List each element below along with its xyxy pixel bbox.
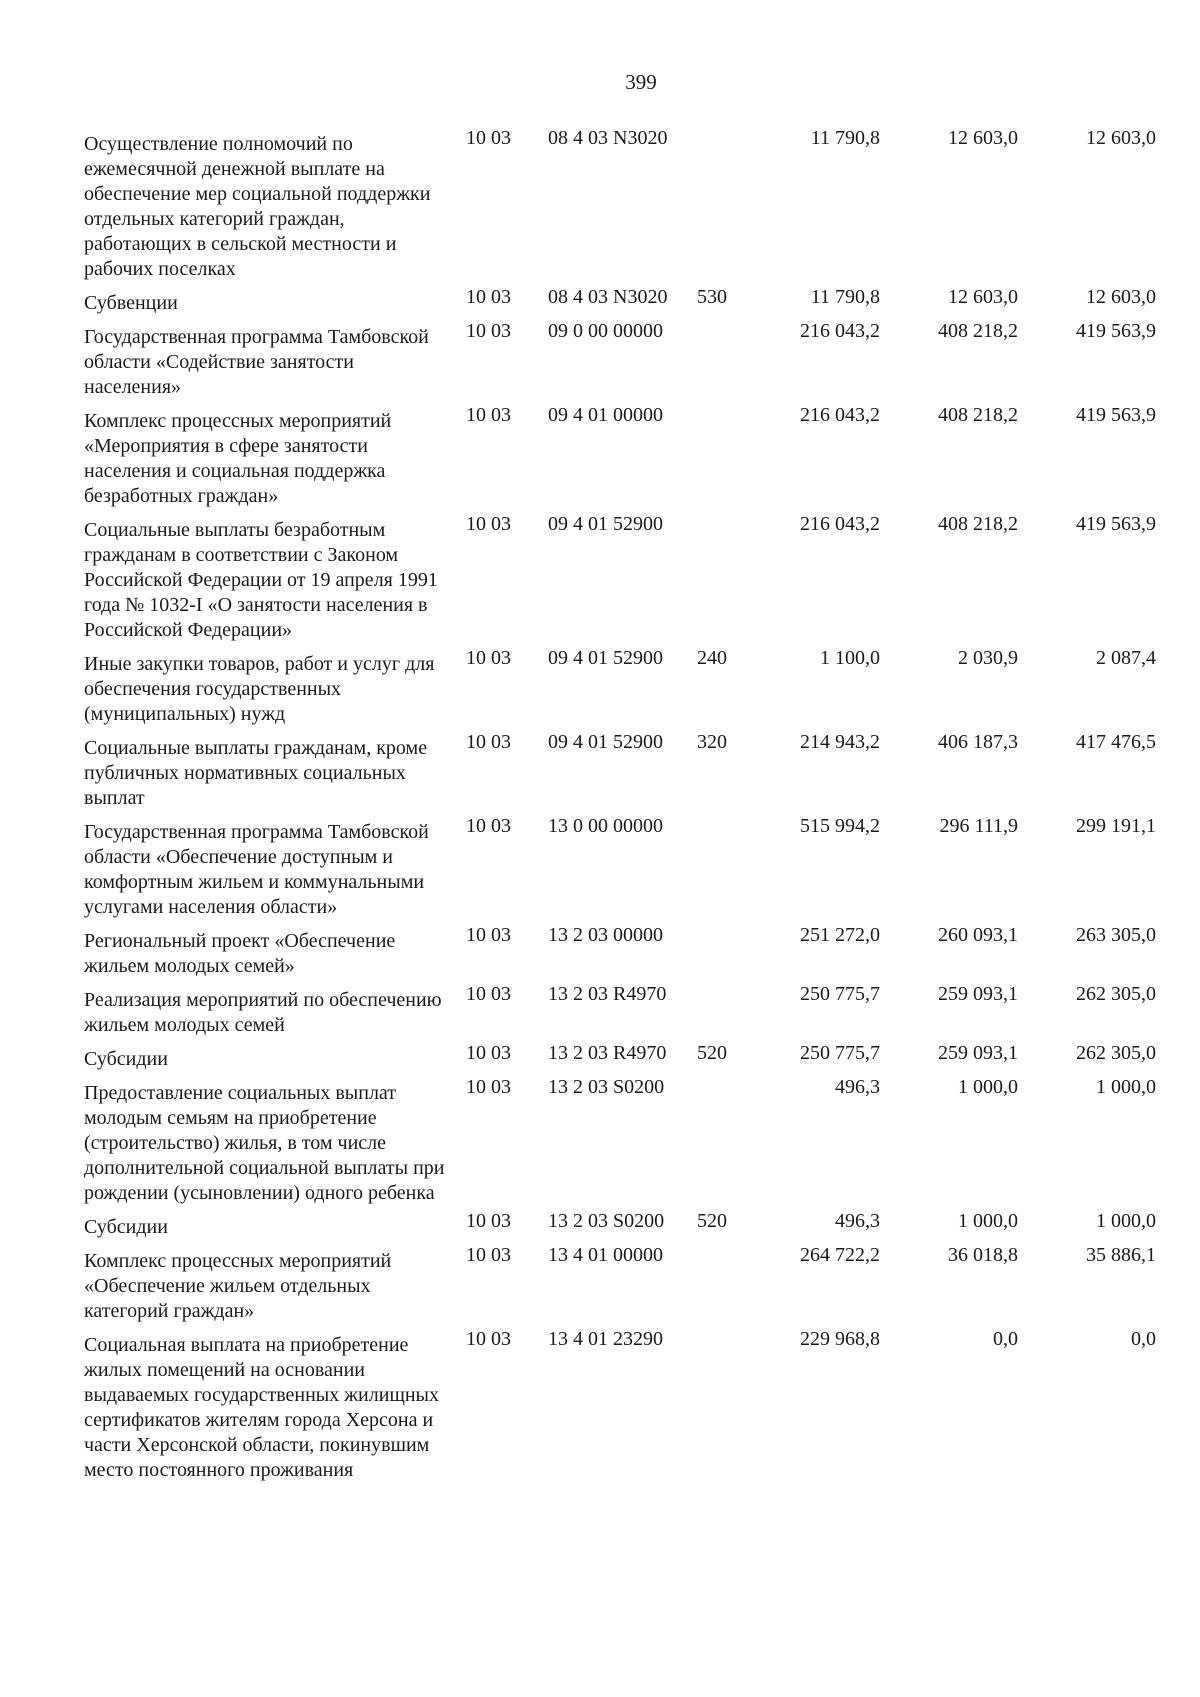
row-value-1: 250 775,7 (800, 983, 880, 1005)
row-value-3: 419 563,9 (1076, 320, 1156, 342)
row-name: Государственная программа Тамбовской области «Содействие занятости населения» (84, 326, 429, 398)
row-section: 10 03 (466, 1328, 511, 1350)
row-value-1: 216 043,2 (800, 404, 880, 426)
row-value-1: 11 790,8 (810, 286, 880, 308)
row-expense-type: 520 (697, 1042, 727, 1064)
row-value-2: 259 093,1 (938, 983, 1018, 1005)
table-row (0, 1209, 1200, 1240)
table-row (0, 730, 1200, 811)
row-value-3: 262 305,0 (1076, 1042, 1156, 1064)
row-code: 08 4 03 N3020 (548, 127, 668, 149)
row-value-2: 36 018,8 (948, 1244, 1018, 1266)
row-value-2: 296 111,9 (939, 815, 1018, 837)
row-value-1: 216 043,2 (800, 513, 880, 535)
row-value-2: 408 218,2 (938, 320, 1018, 342)
table-row (0, 1327, 1200, 1483)
row-value-3: 0,0 (1131, 1328, 1156, 1350)
table-row (0, 319, 1200, 400)
row-code: 08 4 03 N3020 (548, 286, 668, 308)
row-value-2: 12 603,0 (948, 286, 1018, 308)
row-value-3: 12 603,0 (1086, 286, 1156, 308)
row-value-1: 214 943,2 (800, 731, 880, 753)
row-name: Социальные выплаты гражданам, кроме публичных нормативных социальных выплат (84, 737, 428, 809)
row-code: 09 4 01 52900 (548, 647, 663, 669)
row-name: Социальная выплата на приобретение жилых помещений на основании выдаваемых государственных жилищных сертификатов жителям города Херсона и части Херсонской области, покинувшим место постоянного проживания (84, 1334, 439, 1481)
row-expense-type: 320 (697, 731, 727, 753)
row-name: Комплекс процессных мероприятий «Обеспечение жильем отдельных категорий граждан» (84, 1250, 392, 1322)
row-expense-type: 240 (697, 647, 727, 669)
row-section: 10 03 (466, 924, 511, 946)
table-row (0, 982, 1200, 1038)
row-code: 13 2 03 R4970 (548, 1042, 667, 1064)
row-section: 10 03 (466, 815, 511, 837)
row-value-3: 262 305,0 (1076, 983, 1156, 1005)
row-code: 09 4 01 00000 (548, 404, 663, 426)
table-row (0, 126, 1200, 282)
row-name: Иные закупки товаров, работ и услуг для обеспечения государственных (муниципальных) нужд (84, 653, 435, 725)
row-expense-type: 530 (697, 286, 727, 308)
table-row (0, 646, 1200, 727)
row-value-2: 259 093,1 (938, 1042, 1018, 1064)
row-name: Осуществление полномочий по ежемесячной денежной выплате на обеспечение мер социальной поддержки отдельных категорий граждан, работающих в сельской местности и рабочих поселках (84, 133, 431, 280)
row-value-1: 251 272,0 (800, 924, 880, 946)
table-row (0, 814, 1200, 920)
table-row (0, 512, 1200, 643)
row-name: Субсидии (84, 1216, 168, 1238)
row-value-1: 496,3 (835, 1210, 880, 1232)
table-row (0, 403, 1200, 509)
row-value-2: 1 000,0 (958, 1076, 1018, 1098)
row-section: 10 03 (466, 983, 511, 1005)
row-code: 09 4 01 52900 (548, 731, 663, 753)
table-row (0, 285, 1200, 316)
row-name: Региональный проект «Обеспечение жильем молодых семей» (84, 930, 396, 977)
row-value-2: 1 000,0 (958, 1210, 1018, 1232)
row-value-2: 406 187,3 (938, 731, 1018, 753)
page-number: 399 (625, 70, 657, 94)
row-section: 10 03 (466, 404, 511, 426)
row-value-1: 1 100,0 (820, 647, 880, 669)
row-value-1: 216 043,2 (800, 320, 880, 342)
row-value-3: 12 603,0 (1086, 127, 1156, 149)
row-value-2: 12 603,0 (948, 127, 1018, 149)
row-name: Социальные выплаты безработным гражданам в соответствии с Законом Российской Федерации от 19 апреля 1991 года № 1032-I «О занятости населения в Российской Федерации» (84, 519, 438, 641)
row-value-3: 419 563,9 (1076, 404, 1156, 426)
row-section: 10 03 (466, 320, 511, 342)
row-code: 09 4 01 52900 (548, 513, 663, 535)
row-section: 10 03 (466, 1042, 511, 1064)
row-value-1: 250 775,7 (800, 1042, 880, 1064)
row-code: 13 2 03 00000 (548, 924, 663, 946)
row-value-1: 229 968,8 (800, 1328, 880, 1350)
table-row (0, 923, 1200, 979)
row-value-3: 1 000,0 (1096, 1210, 1156, 1232)
row-section: 10 03 (466, 1210, 511, 1232)
row-value-3: 419 563,9 (1076, 513, 1156, 535)
row-code: 13 4 01 00000 (548, 1244, 663, 1266)
table-row (0, 1041, 1200, 1072)
row-section: 10 03 (466, 731, 511, 753)
row-code: 13 2 03 R4970 (548, 983, 667, 1005)
row-section: 10 03 (466, 1076, 511, 1098)
row-section: 10 03 (466, 286, 511, 308)
row-name: Комплекс процессных мероприятий «Мероприятия в сфере занятости населения и социальная поддержка безработных граждан» (84, 410, 392, 507)
row-value-2: 2 030,9 (958, 647, 1018, 669)
row-value-3: 35 886,1 (1086, 1244, 1156, 1266)
row-code: 13 2 03 S0200 (548, 1076, 665, 1098)
row-value-1: 264 722,2 (800, 1244, 880, 1266)
row-code: 13 4 01 23290 (548, 1328, 663, 1350)
row-value-2: 408 218,2 (938, 404, 1018, 426)
row-value-1: 515 994,2 (800, 815, 880, 837)
table-row (0, 1075, 1200, 1206)
row-value-2: 0,0 (993, 1328, 1018, 1350)
row-section: 10 03 (466, 513, 511, 535)
table-row (0, 1243, 1200, 1324)
row-section: 10 03 (466, 127, 511, 149)
row-value-3: 2 087,4 (1096, 647, 1156, 669)
row-name: Реализация мероприятий по обеспечению жильем молодых семей (84, 989, 442, 1036)
row-code: 13 2 03 S0200 (548, 1210, 665, 1232)
row-name: Предоставление социальных выплат молодым семьям на приобретение (строительство) жилья, в том числе дополнительной социальной выплаты при рождении (усыновлении) одного ребенка (84, 1082, 445, 1204)
row-code: 13 0 00 00000 (548, 815, 663, 837)
row-section: 10 03 (466, 1244, 511, 1266)
row-value-1: 496,3 (835, 1076, 880, 1098)
row-value-3: 263 305,0 (1076, 924, 1156, 946)
row-expense-type: 520 (697, 1210, 727, 1232)
row-value-3: 417 476,5 (1076, 731, 1156, 753)
budget-table (0, 126, 1200, 1483)
row-value-3: 1 000,0 (1096, 1076, 1156, 1098)
row-section: 10 03 (466, 647, 511, 669)
row-value-2: 260 093,1 (938, 924, 1018, 946)
row-code: 09 0 00 00000 (548, 320, 663, 342)
row-value-3: 299 191,1 (1076, 815, 1156, 837)
row-name: Субвенции (84, 292, 178, 314)
row-value-1: 11 790,8 (810, 127, 880, 149)
row-name: Субсидии (84, 1048, 168, 1070)
row-value-2: 408 218,2 (938, 513, 1018, 535)
row-name: Государственная программа Тамбовской области «Обеспечение доступным и комфортным жильем и коммунальными услугами населения области» (84, 821, 429, 918)
